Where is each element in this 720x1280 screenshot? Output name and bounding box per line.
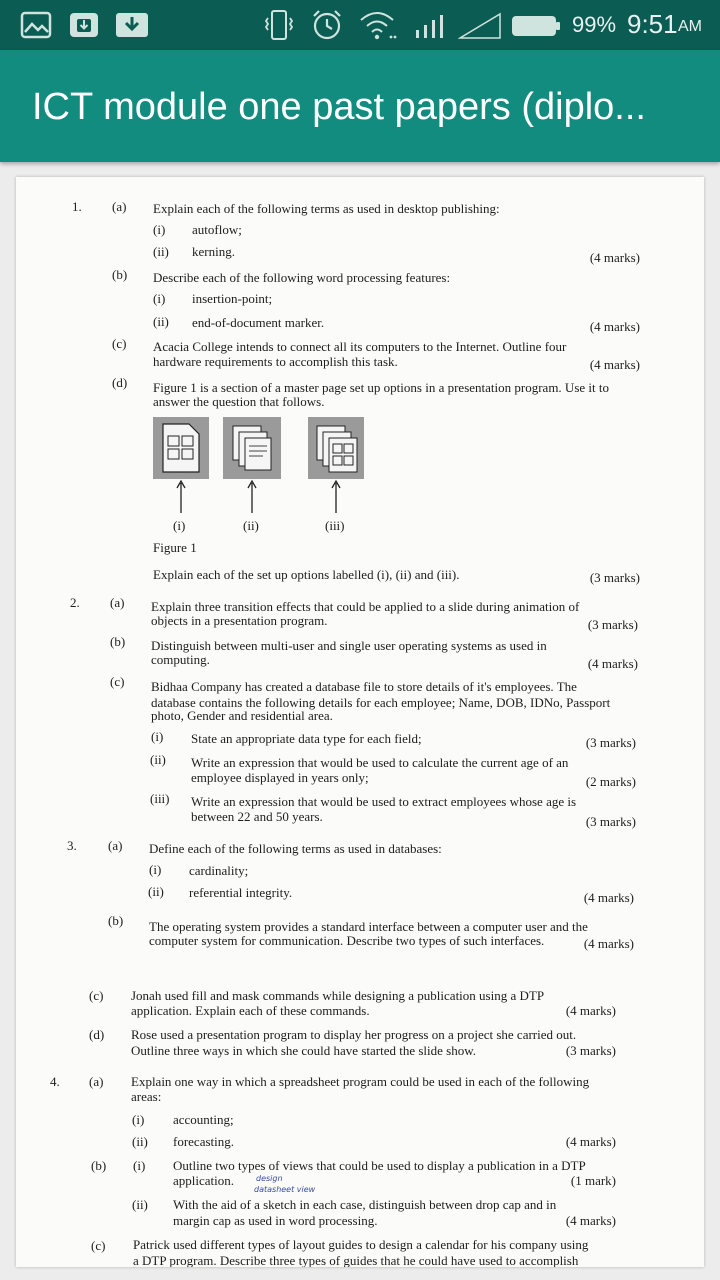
part-label: (c) bbox=[91, 1238, 106, 1253]
subpart-text: kerning. bbox=[192, 244, 235, 259]
handwritten-note: design bbox=[256, 1174, 283, 1183]
clock-time: 9:51 bbox=[627, 9, 678, 39]
subpart-text: employee displayed in years only; bbox=[191, 770, 369, 785]
question-text: Outline three ways in which she could have started the slide show. bbox=[131, 1043, 477, 1058]
wifi-icon bbox=[358, 8, 398, 47]
question-text: Describe each of the following word processing features: bbox=[153, 270, 451, 285]
question-text: answer the question that follows. bbox=[153, 394, 325, 409]
subpart-text: margin cap as used in word processing. bbox=[173, 1213, 378, 1228]
page-title: ICT module one past papers (diplo... bbox=[32, 86, 646, 128]
subpart-text: application. bbox=[173, 1173, 235, 1188]
figure-label: (ii) bbox=[243, 518, 259, 533]
subpart-label: (i) bbox=[151, 729, 164, 744]
question-text: Define each of the following terms as used in databases: bbox=[149, 841, 442, 856]
part-label: (c) bbox=[89, 988, 104, 1003]
subpart-text: With the aid of a sketch in each case, distinguish between drop cap and in bbox=[173, 1197, 557, 1212]
question-text: photo, Gender and residential area. bbox=[151, 708, 333, 723]
question-text: computing. bbox=[151, 652, 210, 667]
question-text: Patrick used different types of layout guides to design a calendar for his company using bbox=[133, 1237, 589, 1252]
question-text: areas: bbox=[131, 1089, 162, 1104]
subpart-label: (ii) bbox=[153, 314, 169, 329]
subpart-text: State an appropriate data type for each field; bbox=[191, 731, 422, 746]
part-label: (d) bbox=[112, 375, 128, 390]
question-text: Explain each of the set up options labelled (i), (ii) and (iii). bbox=[153, 567, 460, 582]
gallery-icon bbox=[20, 11, 52, 44]
subpart-text: autoflow; bbox=[192, 222, 242, 237]
figure-label: (i) bbox=[173, 518, 186, 533]
marks: (4 marks) bbox=[589, 319, 640, 334]
question-text: a DTP program. Describe three types of guides that he could have used to accomplish bbox=[133, 1253, 579, 1267]
question-text: database contains the following details for each employee; Name, DOB, IDNo, Passport bbox=[151, 695, 611, 710]
part-label: (b) bbox=[108, 913, 124, 928]
marks: (3 marks) bbox=[587, 617, 638, 632]
part-label: (a) bbox=[108, 838, 123, 853]
question-text: The operating system provides a standard interface between a computer user and the bbox=[149, 919, 588, 934]
arrow-up-icon bbox=[246, 479, 258, 513]
question-text: Bidhaa Company has created a database file to store details of it's employees. The bbox=[151, 679, 577, 694]
subpart-text: Outline two types of views that could be used to display a publication in a DTP bbox=[173, 1158, 586, 1173]
question-text: application. Explain each of these commands. bbox=[131, 1003, 370, 1018]
part-label: (c) bbox=[112, 336, 127, 351]
question-text: computer system for communication. Describe two types of such interfaces. bbox=[149, 933, 545, 948]
arrow-up-icon bbox=[175, 479, 187, 513]
subpart-text: cardinality; bbox=[189, 863, 249, 878]
marks: (3 marks) bbox=[585, 735, 636, 750]
app-bar bbox=[0, 50, 720, 162]
battery-icon bbox=[510, 13, 562, 44]
part-label: (b) bbox=[110, 634, 126, 649]
part-label: (c) bbox=[110, 674, 125, 689]
subpart-label: (i) bbox=[153, 291, 166, 306]
subpart-label: (iii) bbox=[150, 791, 170, 806]
figure-1 bbox=[153, 417, 373, 539]
signal-icon bbox=[412, 10, 446, 45]
subpart-text: between 22 and 50 years. bbox=[191, 809, 323, 824]
stacked-grid-icon bbox=[313, 422, 361, 474]
subpart-text: insertion-point; bbox=[192, 291, 273, 306]
vibrate-icon bbox=[264, 8, 294, 47]
question-text: Distinguish between multi-user and single user operating systems as used in bbox=[151, 638, 547, 653]
clock-ampm: AM bbox=[678, 18, 702, 35]
part-label: (a) bbox=[89, 1074, 104, 1089]
question-text: objects in a presentation program. bbox=[151, 613, 328, 628]
status-bar bbox=[0, 0, 720, 50]
question-text: Acacia College intends to connect all its computers to the Internet. Outline four bbox=[153, 339, 567, 354]
subpart-label: (ii) bbox=[150, 752, 166, 767]
question-number: 2. bbox=[70, 595, 80, 610]
marks: (4 marks) bbox=[565, 1213, 616, 1228]
marks: (4 marks) bbox=[589, 357, 640, 372]
marks: (4 marks) bbox=[565, 1134, 616, 1149]
subpart-label: (i) bbox=[133, 1158, 146, 1173]
question-text: Figure 1 is a section of a master page set up options in a presentation program. Use it to bbox=[153, 380, 609, 395]
marks: (2 marks) bbox=[585, 774, 636, 789]
part-label: (a) bbox=[110, 595, 125, 610]
marks: (3 marks) bbox=[589, 570, 640, 585]
subpart-label: (i) bbox=[153, 222, 166, 237]
marks: (4 marks) bbox=[583, 936, 634, 951]
marks: (4 marks) bbox=[587, 656, 638, 671]
subpart-label: (i) bbox=[132, 1112, 145, 1127]
marks: (1 mark) bbox=[570, 1173, 616, 1188]
question-number: 3. bbox=[67, 838, 77, 853]
part-label: (b) bbox=[112, 267, 128, 282]
question-text: Rose used a presentation program to display her progress on a project she carried out. bbox=[131, 1027, 577, 1042]
download-icon bbox=[114, 11, 150, 44]
marks: (4 marks) bbox=[589, 250, 640, 265]
question-text: hardware requirements to accomplish this task. bbox=[153, 354, 398, 369]
figure-caption: Figure 1 bbox=[153, 540, 197, 555]
marks: (3 marks) bbox=[585, 814, 636, 829]
subpart-text: referential integrity. bbox=[189, 885, 293, 900]
subpart-text: accounting; bbox=[173, 1112, 234, 1127]
download-box-icon bbox=[68, 11, 100, 44]
subpart-label: (i) bbox=[149, 862, 162, 877]
stacked-pages-icon bbox=[229, 422, 275, 474]
question-text: Explain three transition effects that could be applied to a slide during animation of bbox=[151, 599, 580, 614]
alarm-icon bbox=[309, 7, 345, 48]
subpart-text: Write an expression that would be used to calculate the current age of an bbox=[191, 755, 569, 770]
subpart-label: (ii) bbox=[148, 884, 164, 899]
subpart-label: (ii) bbox=[132, 1197, 148, 1212]
handwritten-note: datasheet view bbox=[254, 1185, 316, 1194]
part-label: (b) bbox=[91, 1158, 107, 1173]
battery-percent: 99% bbox=[572, 12, 617, 37]
question-text: Explain one way in which a spreadsheet program could be used in each of the following bbox=[131, 1074, 590, 1089]
marks: (4 marks) bbox=[583, 890, 634, 905]
question-text: Explain each of the following terms as used in desktop publishing: bbox=[153, 201, 500, 216]
question-text: Jonah used fill and mask commands while designing a publication using a DTP bbox=[131, 988, 545, 1003]
question-number: 4. bbox=[50, 1074, 60, 1089]
subpart-text: end-of-document marker. bbox=[192, 315, 325, 330]
figure-label: (iii) bbox=[325, 518, 345, 533]
marks: (3 marks) bbox=[565, 1043, 616, 1058]
subpart-label: (ii) bbox=[132, 1134, 148, 1149]
question-number: 1. bbox=[72, 199, 82, 214]
signal-empty-icon bbox=[458, 12, 502, 45]
subpart-text: Write an expression that would be used to extract employees whose age is bbox=[191, 794, 577, 809]
document-page[interactable] bbox=[16, 177, 704, 1267]
subpart-label: (ii) bbox=[153, 244, 169, 259]
part-label: (a) bbox=[112, 199, 127, 214]
arrow-up-icon bbox=[330, 479, 342, 513]
part-label: (d) bbox=[89, 1027, 105, 1042]
subpart-text: forecasting. bbox=[173, 1134, 235, 1149]
layout-grid-icon bbox=[159, 422, 203, 474]
marks: (4 marks) bbox=[565, 1003, 616, 1018]
